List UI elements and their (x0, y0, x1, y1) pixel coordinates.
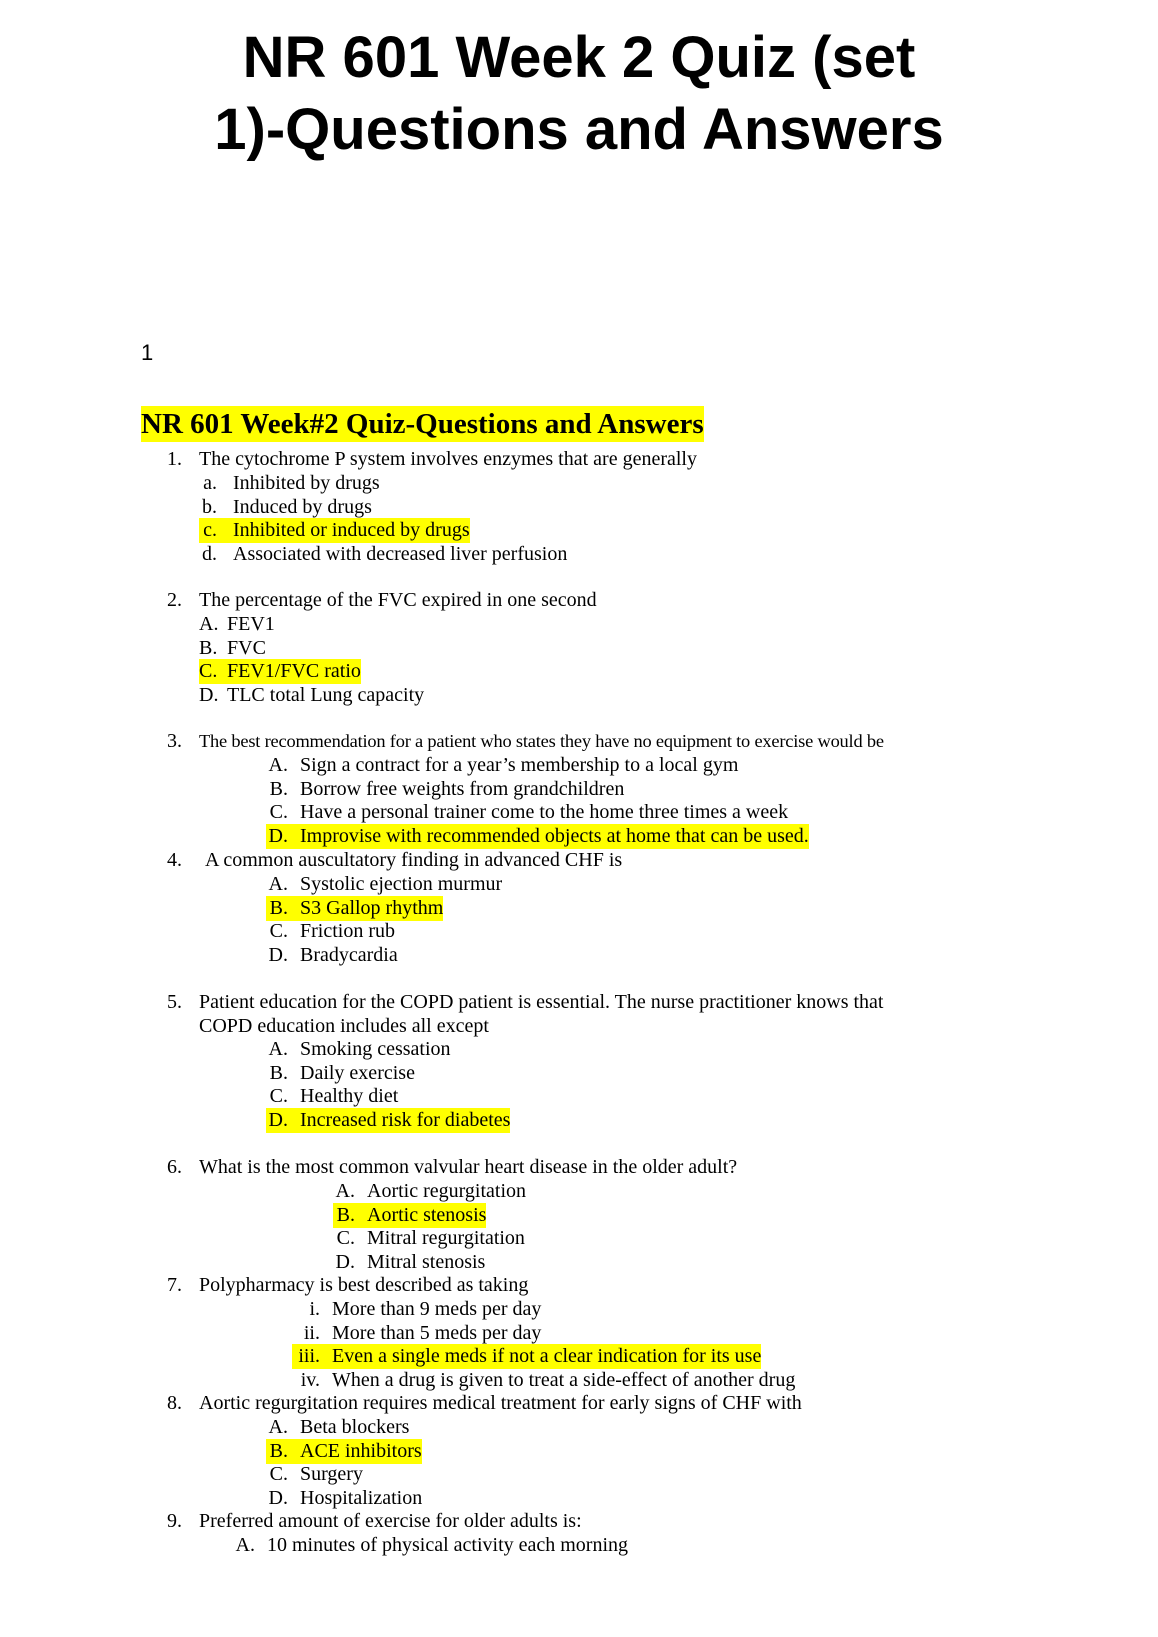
option-letter: C. (269, 1463, 288, 1486)
option-letter: d. (202, 543, 217, 566)
option-letter: B. (269, 1061, 288, 1084)
option-letter: B. (269, 1439, 288, 1462)
answer-option (266, 1462, 363, 1487)
question-number: 6. (167, 1156, 182, 1178)
question-text: The best recommendation for a patient who states they have no equipment to exercise would be (199, 731, 884, 751)
answer-option (266, 1061, 415, 1086)
option-letter: D. (268, 944, 288, 967)
answer-option-correct (266, 896, 443, 921)
question-text: The percentage of the FVC expired in one second (199, 589, 597, 611)
answer-option (333, 1226, 525, 1251)
option-text: TLC total Lung capacity (227, 684, 425, 707)
question-number: 5. (167, 991, 182, 1013)
answer-option (266, 800, 788, 825)
answer-option (266, 1084, 398, 1109)
option-letter: A. (235, 1534, 255, 1556)
page-number: 1 (141, 340, 154, 365)
answer-option (266, 1486, 422, 1511)
option-letter: C. (336, 1227, 355, 1250)
answer-option (199, 542, 567, 567)
option-letter: C. (269, 1085, 288, 1108)
question-number: 4. (167, 849, 182, 871)
option-text: S3 Gallop rhythm (300, 896, 444, 919)
question-text-continued: COPD education includes all except (199, 1014, 489, 1037)
option-letter: C. (269, 920, 288, 943)
option-text: When a drug is given to treat a side-effect of another drug (332, 1369, 796, 1392)
question-number: 9. (167, 1510, 182, 1532)
question-number: 1. (167, 448, 182, 470)
title-line-2: 1)-Questions and Answers (214, 97, 944, 162)
question-text: The cytochrome P system involves enzymes that are generally (199, 448, 697, 470)
option-letter: D. (268, 825, 288, 848)
document-title (0, 22, 1158, 166)
option-text: ACE inhibitors (300, 1439, 422, 1462)
option-text: Inhibited or induced by drugs (233, 519, 470, 542)
answer-option (199, 495, 372, 520)
answer-option (266, 872, 502, 897)
option-letter: A. (335, 1180, 355, 1202)
option-letter: B. (269, 896, 288, 919)
option-letter: A. (268, 1416, 288, 1438)
answer-option (333, 1250, 485, 1275)
answer-option (266, 777, 624, 802)
option-text: Mitral stenosis (367, 1251, 486, 1274)
question-number: 7. (167, 1274, 182, 1296)
answer-option-correct (333, 1203, 486, 1228)
option-text: Smoking cessation (300, 1038, 451, 1060)
question-text: Polypharmacy is best described as taking (199, 1274, 529, 1296)
option-text: Aortic stenosis (367, 1203, 487, 1226)
option-text: FEV1 (227, 613, 275, 635)
option-letter: D. (268, 1109, 288, 1132)
answer-option-correct (292, 1344, 761, 1369)
option-text: Friction rub (300, 920, 395, 943)
option-text: Inhibited by drugs (233, 472, 380, 494)
option-letter: B. (199, 636, 218, 659)
option-letter: b. (202, 495, 217, 518)
option-letter: B. (336, 1203, 355, 1226)
option-letter: A. (268, 1038, 288, 1060)
answer-option (292, 1297, 541, 1322)
option-text: Mitral regurgitation (367, 1227, 525, 1250)
option-text: Daily exercise (300, 1061, 415, 1084)
answer-option (292, 1368, 795, 1393)
question-text: What is the most common valvular heart disease in the older adult? (199, 1156, 738, 1178)
answer-option (199, 471, 380, 496)
option-text: Systolic ejection murmur (300, 873, 503, 895)
option-letter: D. (335, 1251, 355, 1274)
question-text: Aortic regurgitation requires medical treatment for early signs of CHF with (199, 1392, 802, 1414)
option-letter: iii. (298, 1345, 320, 1368)
option-text: Even a single meds if not a clear indication for its use (332, 1345, 762, 1368)
option-letter: A. (199, 613, 219, 635)
answer-option (266, 1415, 409, 1440)
option-text: 10 minutes of physical activity each morning (267, 1534, 629, 1556)
option-letter: A. (268, 754, 288, 776)
answer-option (266, 943, 398, 968)
answer-option (292, 1321, 541, 1346)
option-text: Increased risk for diabetes (300, 1109, 511, 1132)
answer-option-correct (266, 1108, 510, 1133)
option-text: Improvise with recommended objects at home that can be used. (300, 825, 809, 848)
option-letter: A. (268, 873, 288, 895)
option-text: Hospitalization (300, 1487, 423, 1510)
option-text: More than 9 meds per day (332, 1298, 542, 1320)
option-letter: c. (203, 519, 217, 542)
section-heading: NR 601 Week#2 Quiz-Questions and Answers (141, 408, 704, 440)
option-text: Surgery (300, 1463, 363, 1486)
option-text: Sign a contract for a year’s membership to a local gym (300, 754, 739, 776)
answer-option (266, 919, 395, 944)
option-letter: C. (199, 660, 218, 683)
option-text: FVC (227, 636, 266, 659)
question-number: 8. (167, 1392, 182, 1414)
option-text: FEV1/FVC ratio (227, 660, 361, 683)
answer-option-correct (266, 824, 809, 849)
answer-option (199, 636, 266, 661)
answer-option-correct (199, 659, 361, 684)
option-text: Have a personal trainer come to the home three times a week (300, 801, 789, 824)
answer-option (266, 1037, 451, 1062)
option-letter: ii. (303, 1321, 320, 1344)
answer-option (233, 1533, 628, 1558)
option-text: More than 5 meds per day (332, 1321, 542, 1344)
option-text: Aortic regurgitation (367, 1180, 527, 1202)
option-letter: C. (269, 801, 288, 824)
answer-option (266, 753, 738, 778)
title-line-1: NR 601 Week 2 Quiz (set (242, 25, 916, 90)
option-letter: iv. (300, 1369, 320, 1392)
answer-option-correct (199, 518, 470, 543)
question-text: Preferred amount of exercise for older adults is: (199, 1510, 582, 1532)
option-letter: D. (268, 1487, 288, 1510)
answer-option (199, 612, 275, 637)
option-text: Bradycardia (300, 944, 398, 967)
option-letter: i. (309, 1298, 320, 1320)
option-text: Beta blockers (300, 1416, 410, 1438)
option-letter: D. (199, 684, 219, 707)
answer-option (199, 683, 424, 708)
option-text: Healthy diet (300, 1085, 399, 1108)
option-text: Induced by drugs (233, 495, 372, 518)
question-number: 3. (167, 730, 182, 752)
option-letter: a. (203, 472, 217, 494)
question-text: Patient education for the COPD patient is essential. The nurse practitioner knows that (199, 991, 884, 1013)
answer-option (333, 1179, 526, 1204)
option-text: Borrow free weights from grandchildren (300, 777, 625, 800)
option-letter: B. (269, 777, 288, 800)
question-number: 2. (167, 589, 182, 611)
option-text: Associated with decreased liver perfusion (233, 543, 568, 566)
answer-option-correct (266, 1439, 422, 1464)
question-text: A common auscultatory finding in advanced CHF is (205, 849, 623, 871)
